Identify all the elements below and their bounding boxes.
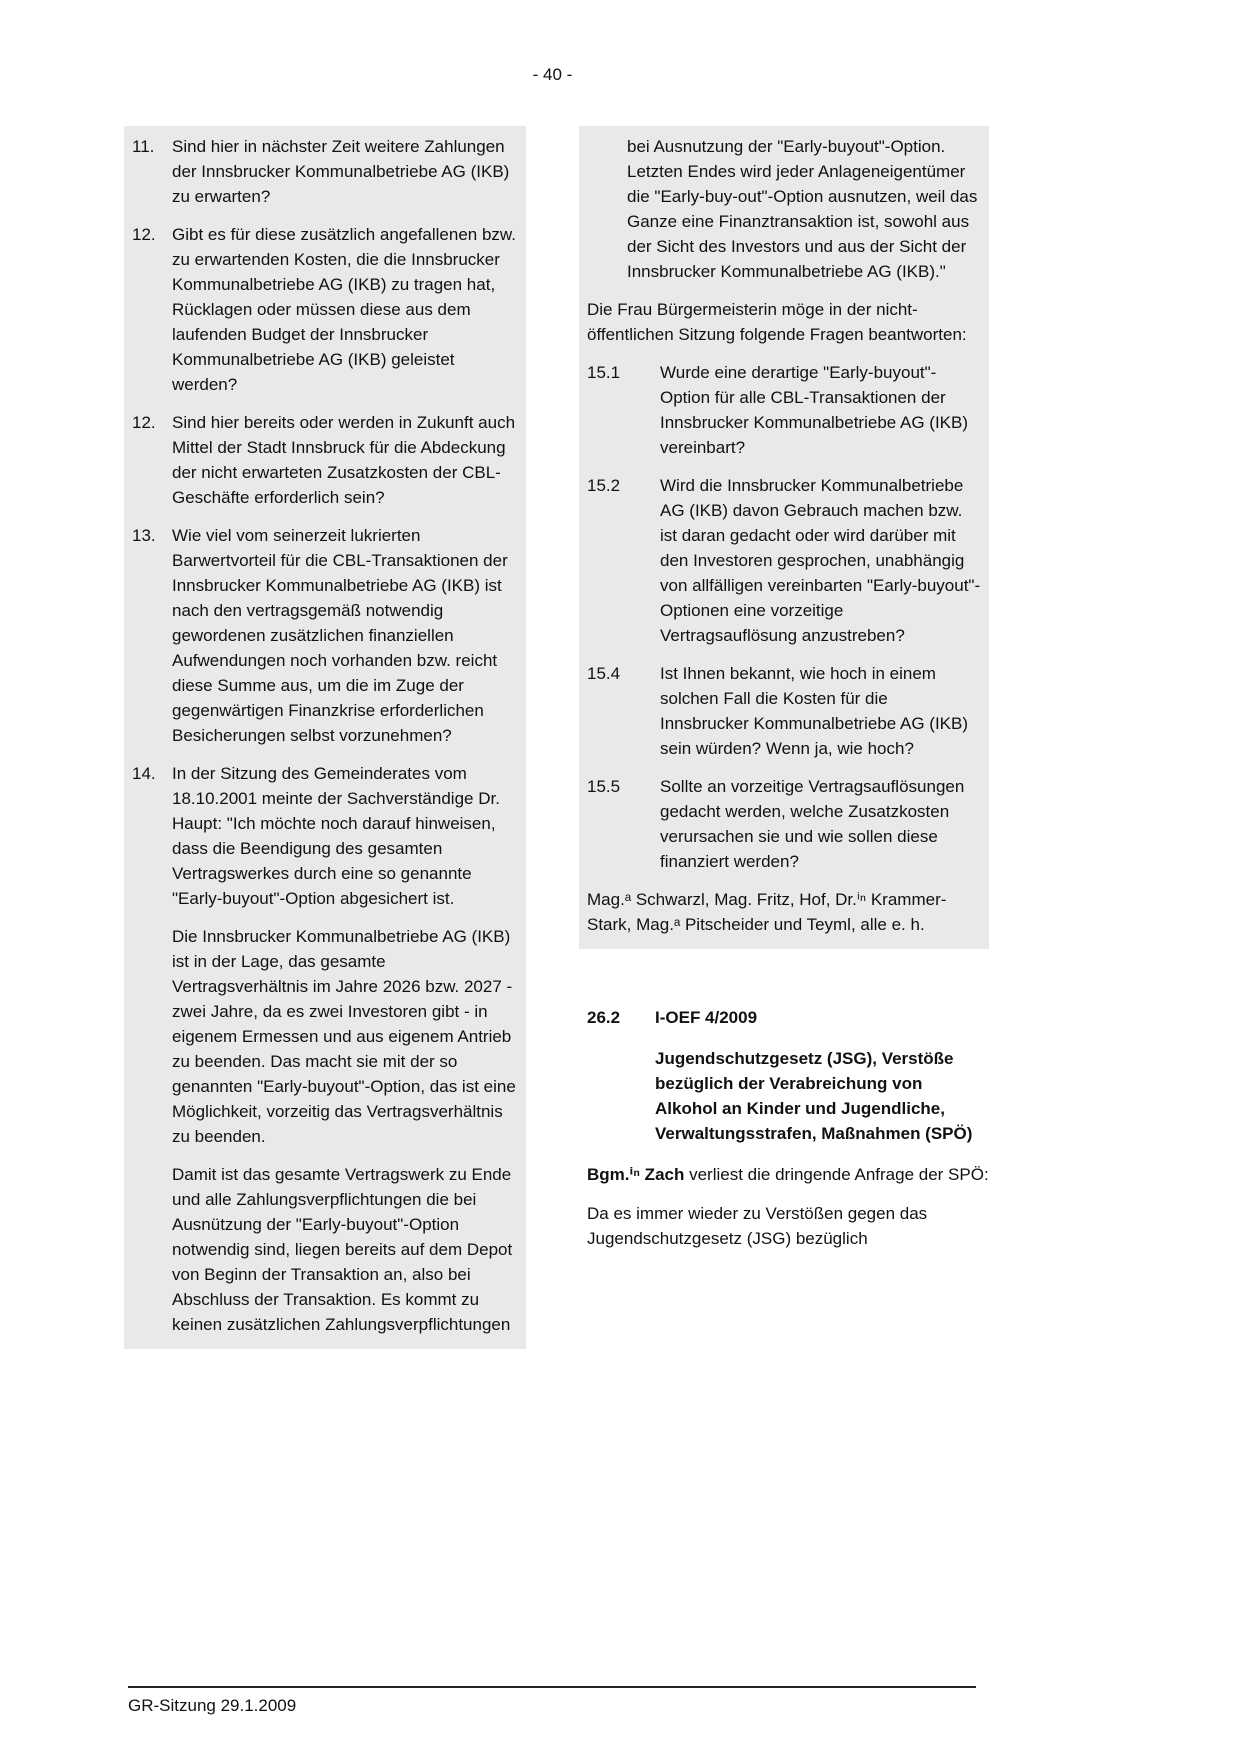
list-item <box>587 473 981 648</box>
item-text: Wird die Innsbrucker Kommunalbetriebe AG (IKB) davon Gebrauch machen bzw. ist daran gedacht oder wird darüber mit den Investoren gesprochen, unabhängig von allfälligen vereinbarten "Early-buyout"-Optionen eine vorzeitige Vertragsauflösung anzustreben? <box>660 476 981 645</box>
item-number <box>132 924 172 1149</box>
list-item <box>132 134 518 209</box>
item-number: 15.2 <box>587 476 621 495</box>
section-title: Jugendschutzgesetz (JSG), Verstöße bezüglich der Verabreichung von Alkohol an Kinder und Jugendliche, Verwaltungsstrafen, Maßnahmen (SPÖ) <box>655 1049 973 1143</box>
section-heading <box>587 1005 989 1030</box>
page-footer <box>128 1686 976 1718</box>
item-number: 14. <box>132 764 156 783</box>
section-26-2 <box>579 1005 989 1251</box>
item-text: Gibt es für diese zusätzlich angefallenen bzw. zu erwartenden Kosten, die die Innsbrucker Kommunalbetriebe AG (IKB) zu tragen hat, Rücklagen oder müssen diese aus dem laufenden Budget der Innsbrucker Kommunalbetriebe AG (IKB) geleistet werden? <box>172 225 516 394</box>
item-text: Sind hier bereits oder werden in Zukunft auch Mittel der Stadt Innsbruck für die Abdeckung der nicht erwarteten Zusatzkosten der CBL-Geschäfte erforderlich sein? <box>172 413 516 507</box>
list-item <box>132 523 518 748</box>
signatories: Mag.ᵃ Schwarzl, Mag. Fritz, Hof, Dr.ⁱⁿ Krammer-Stark, Mag.ᵃ Pitscheider und Teyml, alle e. h. <box>587 890 947 934</box>
list-item <box>587 774 981 874</box>
left-highlight-block <box>124 126 526 1349</box>
item-number: 15.5 <box>587 777 621 796</box>
right-column <box>579 126 989 1264</box>
item-number <box>132 1162 172 1337</box>
list-item <box>587 360 981 460</box>
item-text: Ist Ihnen bekannt, wie hoch in einem solchen Fall die Kosten für die Innsbrucker Kommunalbetriebe AG (IKB) sein würden? Wenn ja, wie hoch? <box>660 664 969 758</box>
section-code: I-OEF 4/2009 <box>655 1008 758 1027</box>
quote-paragraph <box>132 924 518 1149</box>
item-number: 12. <box>132 413 156 432</box>
item-text: Damit ist das gesamte Vertragswerk zu Ende und alle Zahlungsverpflichtungen die bei Ausnützung der "Early-buyout"-Option notwendig sind, liegen bereits auf dem Depot von Beginn der Transaktion an, also bei Abschluss der Transaktion. Es kommt zu keinen zusätzlichen Zahlungsverpflichtungen <box>172 1165 513 1334</box>
page-number: - 40 - <box>532 65 573 84</box>
item-number: 11. <box>132 137 155 156</box>
quote-paragraph <box>132 1162 518 1337</box>
list-item <box>132 222 518 397</box>
item-number: 15.1 <box>587 363 621 382</box>
item-number: 13. <box>132 526 156 545</box>
item-text: Die Innsbrucker Kommunalbetriebe AG (IKB) ist in der Lage, das gesamte Vertragsverhältnis im Jahre 2026 bzw. 2027 - zwei Jahre, da es zwei Investoren gibt - in eigenem Ermessen und aus eigenem Antrieb zu beenden. Das macht sie mit der so genannten "Early-buyout"-Option, das ist eine Möglichkeit, vorzeitig das Vertragsverhältnis zu beenden. <box>172 927 516 1146</box>
item-text: Wurde eine derartige "Early-buyout"-Option für alle CBL-Transaktionen der Innsbrucker Kommunalbetriebe AG (IKB) vereinbart? <box>660 363 969 457</box>
footer-text: GR-Sitzung 29.1.2009 <box>128 1696 297 1715</box>
speaker-paragraph <box>587 1162 989 1187</box>
intro-paragraph: Die Frau Bürgermeisterin möge in der nicht-öffentlichen Sitzung folgende Fragen beantworten: <box>587 300 967 344</box>
item-text: Sollte an vorzeitige Vertragsauflösungen gedacht werden, welche Zusatzkosten verursachen sie und wie sollen diese finanziert werden? <box>660 777 965 871</box>
item-text: Sind hier in nächster Zeit weitere Zahlungen der Innsbrucker Kommunalbetriebe AG (IKB) zu erwarten? <box>172 137 510 206</box>
list-item <box>132 410 518 510</box>
item-number: 12. <box>132 225 156 244</box>
speaker-name: Bgm.ⁱⁿ Zach <box>587 1165 685 1184</box>
section-number: 26.2 <box>587 1008 621 1027</box>
right-highlight-block <box>579 126 989 949</box>
quote-continuation: bei Ausnutzung der "Early-buyout"-Option. Letzten Endes wird jeder Anlageneigentümer die "Early-buy-out"-Option ausnutzen, weil das Ganze eine Finanztransaktion ist, sowohl aus der Sicht des Investors und aus der Sicht der Innsbrucker Kommunalbetriebe AG (IKB)." <box>627 137 978 281</box>
list-item <box>587 661 981 761</box>
item-number: 15.4 <box>587 664 621 683</box>
left-column <box>124 126 526 1349</box>
list-item <box>132 761 518 911</box>
body-paragraph: Da es immer wieder zu Verstößen gegen das Jugendschutzgesetz (JSG) bezüglich <box>587 1204 928 1248</box>
speaker-text: verliest die dringende Anfrage der SPÖ: <box>684 1165 989 1184</box>
item-text: Wie viel vom seinerzeit lukrierten Barwertvorteil für die CBL-Transaktionen der Innsbrucker Kommunalbetriebe AG (IKB) ist nach den vertragsgemäß notwendig gewordenen zusätzlichen finanziellen Aufwendungen noch vorhanden bzw. reicht diese Summe aus, um die im Zuge der gegenwärtigen Finanzkrise erforderlichen Besicherungen selbst vorzunehmen? <box>172 526 508 745</box>
item-text: In der Sitzung des Gemeinderates vom 18.10.2001 meinte der Sachverständige Dr. Haupt: "Ich möchte noch darauf hinweisen, dass die Beendigung des gesamten Vertragswerkes durch eine so genannte "Early-buyout"-Option abgesichert ist. <box>172 764 500 908</box>
